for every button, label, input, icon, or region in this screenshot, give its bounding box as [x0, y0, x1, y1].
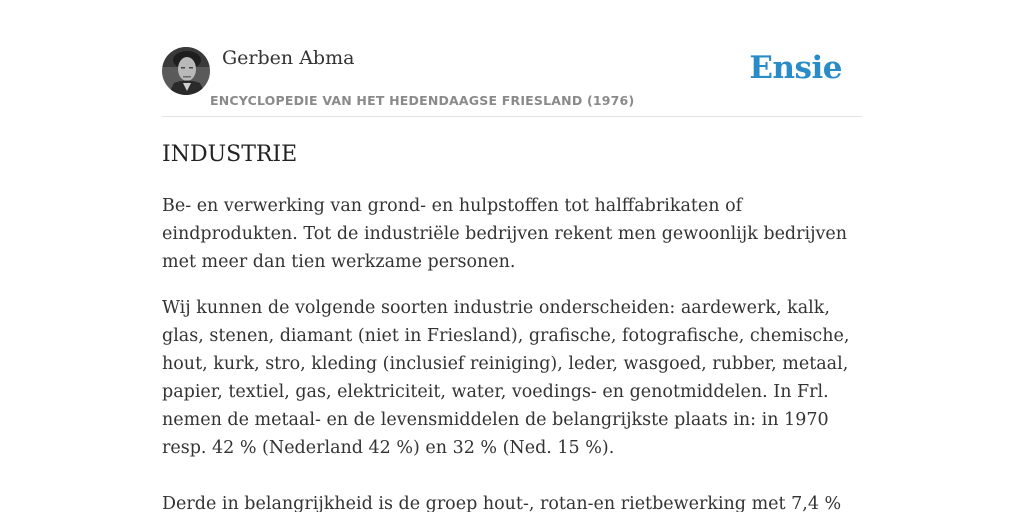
author-photo: [162, 47, 210, 95]
source-title[interactable]: ENCYCLOPEDIE VAN HET HEDENDAAGSE FRIESLAND (1976): [210, 93, 635, 108]
author-name[interactable]: Gerben Abma: [222, 47, 355, 69]
article-header: [162, 46, 862, 117]
author-avatar[interactable]: [162, 47, 210, 95]
article-paragraph: Derde in belangrijkheid is de groep hout-, rotan-en rietbewerking met 7,4 %: [162, 494, 842, 512]
article-paragraph: Be- en verwerking van grond- en hulpstoffen tot halffabrikaten of eindprodukten. Tot de industriële bedrijven rekent men gewoonlijk bedrijven met meer dan tien werkzame personen.: [162, 196, 848, 272]
article-paragraph: Wij kunnen de volgende soorten industrie onderscheiden: aardewerk, kalk, glas, stenen, diamant (niet in Friesland), grafische, fotografische, chemische, hout, kurk, stro, kleding (inclusief reiniging), leder, wasgoed, rubber, metaal, papier, textiel, gas, elektriciteit, water, voedings- en genotmiddelen. In Frl. nemen de metaal- en de levensmiddelen de belangrijkste plaats in: in 1970 resp. 42 % (Nederland 42 %) en 32 % (Ned. 15 %).: [162, 298, 850, 458]
article-title: INDUSTRIE: [162, 142, 298, 167]
site-logo[interactable]: Ensie: [749, 50, 842, 86]
article-body: [162, 192, 864, 512]
